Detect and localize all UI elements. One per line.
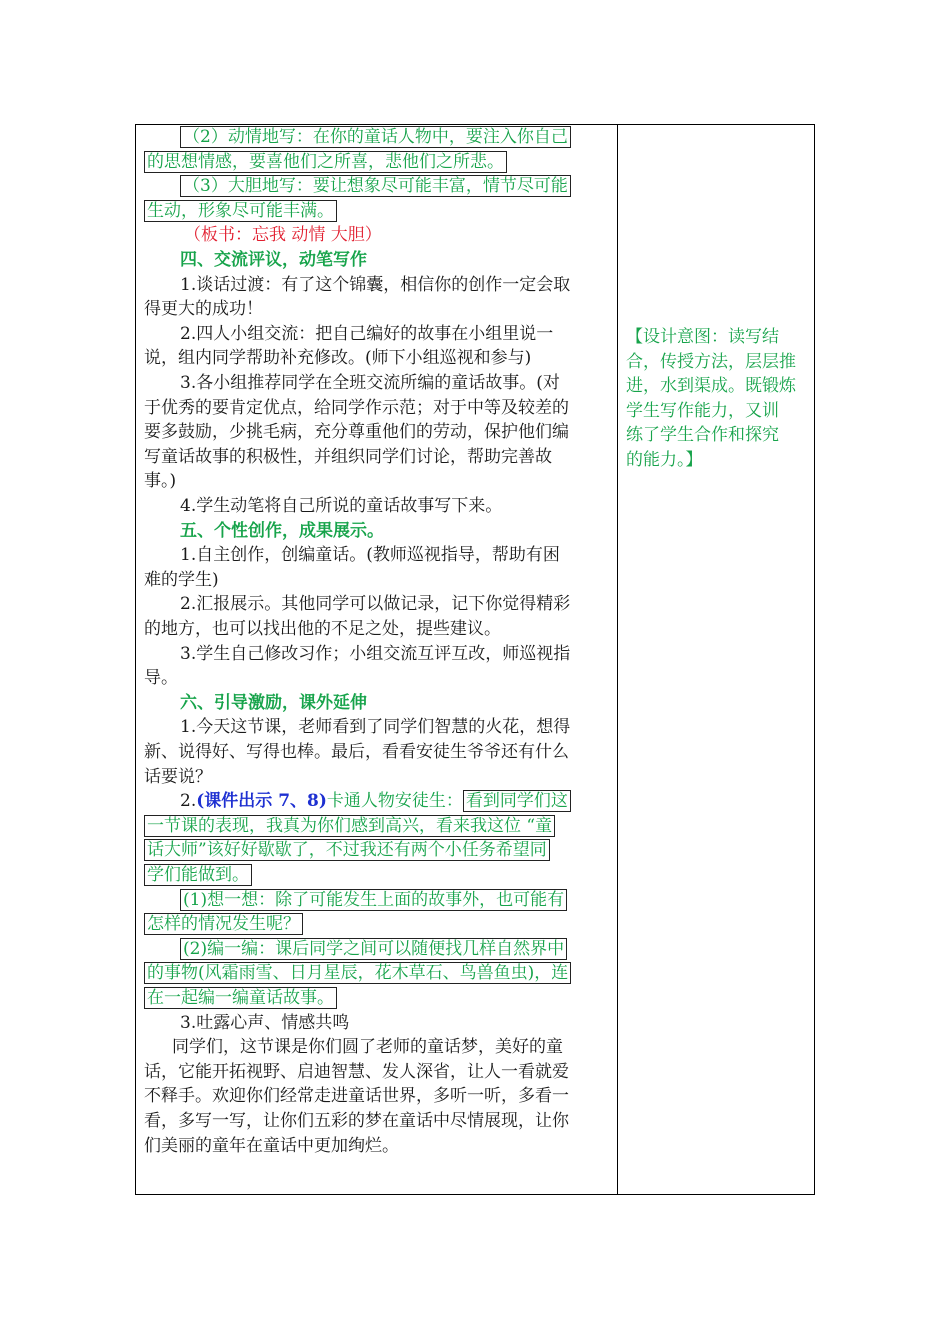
lesson-table <box>135 124 815 1195</box>
main-line <box>144 740 569 764</box>
closing-line-text: 同学们，这节课是你们圆了老师的童话梦，美好的童 <box>172 1037 563 1058</box>
main-line-text: 3.各小组推荐同学在全班交流所编的童话故事。(对 <box>180 373 560 393</box>
main-line <box>180 543 560 567</box>
design-intent-column <box>618 125 815 1194</box>
closing-line <box>144 1134 399 1158</box>
main-line <box>144 469 176 493</box>
main-line-text: 的思想情感，要喜他们之所喜，悲他们之所悲。 <box>144 151 507 173</box>
main-line <box>180 494 502 518</box>
quote-line <box>144 838 550 862</box>
quote-line-text: 话大师”该好好歇歇了，不过我还有两个小任务希望同 <box>144 839 550 861</box>
quote-line-text: 一节课的表现，我真为你们感到高兴，看来我这位 “童 <box>144 815 555 837</box>
main-line <box>180 248 367 272</box>
main-line <box>184 223 382 247</box>
task-line-text: 在一起编一编童话故事。 <box>144 987 337 1009</box>
design-intent-line: 的能力。】 <box>626 450 703 470</box>
closing-line <box>180 1011 349 1035</box>
main-line <box>144 617 501 641</box>
main-line <box>144 568 219 592</box>
design-intent-line: 【设计意图：读写结 <box>626 327 779 347</box>
main-line <box>180 642 570 666</box>
main-line <box>180 273 570 297</box>
main-line <box>144 346 531 370</box>
main-line-text: 2.汇报展示。其他同学可以做记录，记下你觉得精彩 <box>180 594 571 615</box>
main-line <box>144 666 178 690</box>
main-line <box>144 150 507 174</box>
main-line <box>144 297 263 321</box>
quote-line <box>144 814 555 838</box>
main-line-text: 1.自主创作，创编童话。(教师巡视指导，帮助有困 <box>180 545 560 566</box>
main-line <box>144 420 569 444</box>
design-intent-line: 学生写作能力，又训 <box>626 400 779 421</box>
main-line-text: 六、引导激励，课外延伸 <box>180 692 367 713</box>
main-line-text: 于优秀的要肯定优点，给同学作示范；对于中等及较差的 <box>144 397 569 418</box>
task-line <box>180 888 567 912</box>
main-line-text: 得更大的成功！ <box>144 299 263 320</box>
courseware-tag: (课件出示 7、8) <box>196 791 327 812</box>
main-line <box>180 519 384 543</box>
task-line-text: 怎样的情况发生呢？ <box>144 913 303 935</box>
main-line <box>144 765 212 789</box>
main-line-text: 导。 <box>144 668 178 689</box>
main-line <box>180 691 367 715</box>
main-line-text: 新、说得好、写得也棒。最后，看看安徒生爷爷还有什么 <box>144 742 569 762</box>
closing-line-text: 看，多写一写，让你们五彩的梦在童话中尽情展现，让你 <box>144 1111 569 1131</box>
main-line-text: 说，组内同学帮助补充修改。(师下小组巡视和参与) <box>144 348 532 369</box>
closing-line-text: 们美丽的童年在童话中更加绚烂。 <box>144 1135 399 1156</box>
closing-line-text: 3.吐露心声、情感共鸣 <box>180 1012 350 1033</box>
main-line-text: （3）大胆地写：要让想象尽可能丰富，情节尽可能 <box>180 175 571 197</box>
closing-line <box>144 1060 569 1084</box>
main-line-text: （板书：忘我 动情 大胆） <box>184 225 382 246</box>
main-line-text: 生动，形象尽可能丰满。 <box>144 200 337 222</box>
teaching-process-column <box>136 125 618 1194</box>
main-line-text: 事。) <box>144 471 177 492</box>
design-intent-line: 合，传授方法，层层推 <box>626 351 796 372</box>
main-line-text: 3.学生自己修改习作；小组交流互评互改，师巡视指 <box>180 643 571 664</box>
task-line <box>144 961 571 985</box>
closing-line <box>172 1035 563 1059</box>
closing-line-text: 话，它能开拓视野、启迪智慧、发人深省，让人一看就爱 <box>144 1061 569 1082</box>
main-line <box>144 199 337 223</box>
task-line-text: (2)编一编：课后同学之间可以随便找几样自然界中 <box>180 938 567 960</box>
task-line <box>144 912 303 936</box>
main-line <box>180 715 570 739</box>
design-intent-line: 练了学生合作和探究 <box>626 425 779 446</box>
main-line-text: 五、个性创作，成果展示。 <box>180 520 384 541</box>
closing-line <box>144 1084 569 1108</box>
courseware-line <box>180 789 571 813</box>
courseware-number: 2. <box>180 791 197 812</box>
main-line <box>180 125 571 149</box>
main-line <box>180 174 571 198</box>
main-line-text: 四、交流评议，动笔写作 <box>180 250 367 270</box>
main-line-text: 2.四人小组交流：把自己编好的故事在小组里说一 <box>180 323 554 344</box>
main-line <box>144 396 569 420</box>
main-line <box>144 445 552 469</box>
task-line-text: 的事物(风霜雨雪、日月星辰，花木草石、鸟兽鱼虫)，连 <box>144 962 571 984</box>
main-line-text: （2）动情地写：在你的童话人物中，要注入你自己 <box>180 126 571 148</box>
main-line-text: 1.谈话过渡：有了这个锦囊，相信你的创作一定会取 <box>180 274 571 295</box>
main-line <box>180 371 560 395</box>
main-line-text: 话要说？ <box>144 766 212 787</box>
closing-line-text: 不释手。欢迎你们经常走进童话世界，多听一听，多看一 <box>144 1086 569 1107</box>
quote-line <box>144 863 252 887</box>
main-line-text: 写童话故事的积极性，并组织同学们讨论，帮助完善故 <box>144 446 552 467</box>
main-line <box>180 322 553 346</box>
task-line-text: (1)想一想：除了可能发生上面的故事外，也可能有 <box>180 889 567 911</box>
main-line-text: 4.学生动笔将自己所说的童话故事写下来。 <box>180 496 503 516</box>
task-line <box>144 986 337 1010</box>
speaker-label: 卡通人物安徒生： <box>326 791 463 812</box>
quote-text: 看到同学们这 <box>463 790 571 812</box>
main-line-text: 的地方，也可以找出他的不足之处，提些建议。 <box>144 619 501 639</box>
task-line <box>180 937 567 961</box>
design-intent-line: 进，水到渠成。既锻炼 <box>626 376 796 397</box>
quote-line-text: 学们能做到。 <box>144 864 252 886</box>
main-line <box>180 592 570 616</box>
main-line-text: 要多鼓励，少挑毛病，充分尊重他们的劳动，保护他们编 <box>144 422 569 443</box>
closing-line <box>144 1109 569 1133</box>
main-line-text: 1.今天这节课，老师看到了同学们智慧的火花，想得 <box>180 717 571 738</box>
main-line-text: 难的学生) <box>144 569 219 590</box>
